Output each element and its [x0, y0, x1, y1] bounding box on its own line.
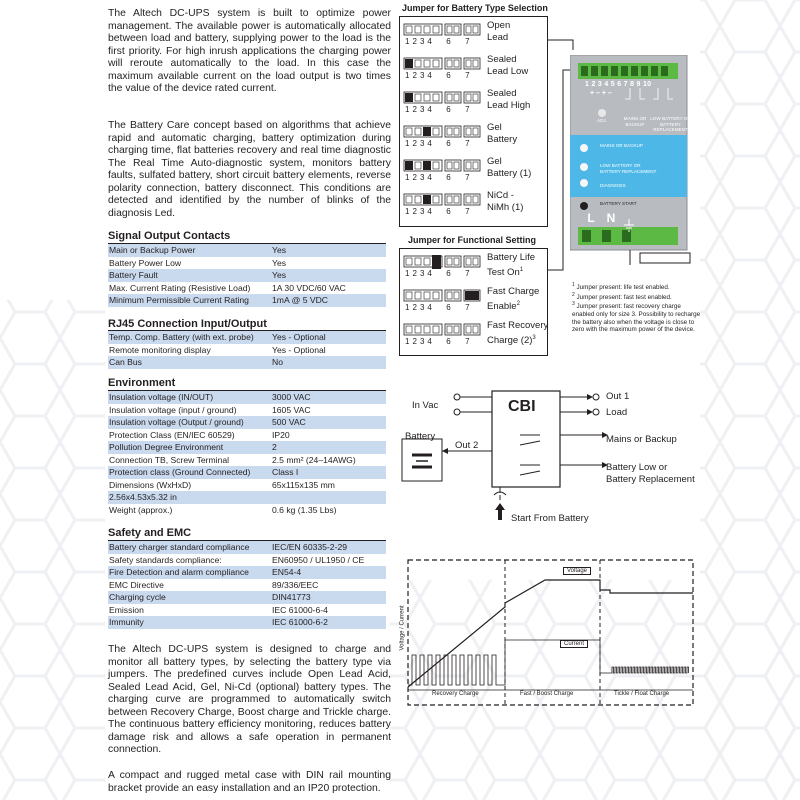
battery-care-paragraph: The Battery Care concept based on algorithms that achieve rapid and automatic charging, battery optimization during charging time, flat batteries recovery and real time diagnostic The Real Time Auto-diagnostic system, monitors battery faults, sulfated battery, short circuit battery elements, reverse polarity connection, battery disconnect. This conditions are detected and identified by the number of blinks of the diagnosis Led. — [108, 120, 391, 219]
rj45-table — [108, 331, 386, 369]
pins-1-4-label: 1 2 3 4 — [405, 105, 433, 114]
fast-charge-label: Fast / Boost Charge — [520, 691, 574, 697]
pins-1-4-label: 1 2 3 4 — [405, 173, 433, 182]
ground-icon — [622, 218, 636, 232]
spec-value: Yes - Optional — [272, 344, 326, 355]
spec-label: Pollution Degree Environment — [109, 442, 224, 452]
spec-label: Connection TB, Screw Terminal — [109, 454, 230, 465]
pin-7-label: 7 — [465, 207, 470, 216]
adj-label: ADJ. — [597, 118, 607, 123]
option-line2: Lead Low — [487, 66, 529, 77]
spec-row — [108, 466, 386, 479]
start-from-battery-label: Start From Battery — [511, 513, 589, 524]
jumper-pin-numbers — [405, 303, 470, 312]
option-line2: Lead — [487, 32, 509, 43]
note-item: $^3$ Jumper present: fast recovery charge enabled only for size 3. Possibility to recharge the battery also when the voltage is close to zero with the maximum power of the device. — [572, 301, 701, 334]
option-line2: Battery (1) — [487, 168, 532, 179]
spec-label: Weight (approx.) — [109, 504, 173, 515]
spec-value: EN54-4 — [272, 567, 302, 577]
led-mains-label: MAINS OR BACKUP — [600, 143, 643, 148]
pin-7-label: 7 — [465, 337, 470, 346]
pins-1-4-label: 1 2 3 4 — [405, 37, 433, 46]
mains-backup-label: MAINS OR BACKUP — [623, 116, 647, 127]
pin-6-label: 6 — [446, 71, 452, 80]
pin-6-label: 6 — [446, 139, 452, 148]
spec-row — [108, 331, 386, 344]
spec-value: 1605 VAC — [272, 404, 311, 415]
led-battery-start-label: BATTERY START — [600, 201, 637, 206]
spec-label: Battery Fault — [109, 270, 158, 280]
pins-1-4-label: 1 2 3 4 — [405, 337, 433, 346]
spec-value — [272, 491, 386, 504]
option-line1: Sealed — [487, 54, 517, 65]
spec-value: 89/336/EEC — [272, 579, 319, 590]
option-line1: NiCd - — [487, 190, 514, 201]
spec-label: Emission — [109, 604, 144, 615]
option-line1: Gel — [487, 122, 502, 133]
spec-row — [108, 579, 386, 592]
terminal-l-label: L — [587, 211, 595, 225]
load-label: Load — [606, 407, 628, 418]
spec-value: Yes - Optional — [272, 332, 326, 342]
option-line1: Battery Life — [487, 252, 536, 263]
pin-7-label: 7 — [465, 269, 470, 278]
jumper-battery-option — [487, 156, 531, 180]
option-line1: Gel — [487, 156, 502, 167]
spec-row — [108, 269, 386, 282]
spec-label: Protection Class (EN/IEC 60529) — [109, 429, 235, 440]
pin-6-label: 6 — [446, 105, 452, 114]
spec-row — [108, 566, 386, 579]
low-battery-label: LOW BATTERY OR BATTERY REPLACEMENT — [650, 116, 691, 132]
spec-label: EMC Directive — [109, 579, 164, 590]
mains-backup-output-label: Mains or Backup — [606, 434, 677, 445]
rj45-title: RJ45 Connection Input/Output — [108, 318, 267, 330]
terminal-n-label: N — [606, 211, 616, 225]
terminal-numbers: 1 2 3 4 5 6 7 8 9 10 — [585, 81, 652, 88]
spec-row — [108, 479, 386, 492]
spec-label: Immunity — [109, 617, 144, 627]
pin-7-label: 7 — [465, 139, 470, 148]
pin-6-label: 6 — [446, 303, 452, 312]
option-line1: Open — [487, 20, 511, 31]
voltage-label: Voltage — [563, 567, 591, 575]
pin-7-label: 7 — [465, 303, 470, 312]
spec-row — [108, 504, 386, 517]
jumper-battery-diagram — [399, 16, 548, 227]
option-line2: NiMh (1) — [487, 202, 524, 213]
spec-value: 500 VAC — [272, 417, 306, 427]
environment-title: Environment — [108, 377, 176, 389]
out1-label: Out 1 — [606, 391, 630, 402]
pins-1-4-label: 1 2 3 4 — [405, 139, 433, 148]
pin-7-label: 7 — [465, 173, 470, 182]
spec-label: Fire Detection and alarm compliance — [109, 567, 249, 577]
spec-value: 1A 30 VDC/60 VAC — [272, 282, 346, 293]
note-item: $^2$ Jumper present: fast test enabled. — [572, 291, 672, 301]
recovery-charge-label: Recovery Charge — [432, 691, 479, 697]
spec-label: Minimum Permissible Current Rating — [109, 295, 249, 305]
pin-6-label: 6 — [446, 37, 452, 46]
option-line2: Charge $(2)^3$ — [487, 335, 536, 347]
spec-value: IP20 — [272, 429, 290, 440]
spec-row — [108, 454, 386, 467]
spec-value: 2.5 mm² (24–14AWG) — [272, 454, 356, 465]
spec-value: DIN41773 — [272, 592, 311, 602]
spec-row — [108, 591, 386, 604]
spec-row — [108, 441, 386, 454]
pin-7-label: 7 — [465, 71, 470, 80]
spec-row — [108, 257, 386, 270]
jumper-pin-numbers — [405, 139, 470, 148]
jumper-pin-numbers — [405, 105, 470, 114]
spec-label: 2.56x4.53x5.32 in — [109, 492, 177, 502]
spec-row — [108, 541, 386, 554]
jumper-battery-title: Jumper for Battery Type Selection — [402, 3, 548, 13]
spec-value: Yes — [272, 270, 287, 280]
spec-value: Yes — [272, 257, 287, 268]
signal-output-title: Signal Output Contacts — [108, 230, 231, 242]
option-line1: Fast Recovery — [487, 320, 549, 331]
note-item: $^1$ Jumper present: life test enabled. — [572, 282, 670, 292]
jumper-pin-numbers — [405, 207, 470, 216]
spec-value: EN60950 / UL1950 / CE — [272, 554, 365, 565]
spec-label: Protection class (Ground Connected) — [109, 467, 251, 477]
pin-6-label: 6 — [446, 337, 452, 346]
spec-label: Insulation voltage (input / ground) — [109, 404, 237, 415]
jumper-func-option — [487, 252, 535, 279]
spec-value: Yes — [272, 245, 287, 255]
jumper-pin-numbers — [405, 337, 470, 346]
option-line1: Fast Charge — [487, 286, 540, 297]
safety-table — [108, 541, 386, 629]
spec-label: Safety standards compliance: — [109, 554, 222, 565]
spec-row — [108, 244, 386, 257]
spec-row — [108, 554, 386, 567]
battery-low-label: Battery Low or — [606, 462, 668, 473]
intro-paragraph: The Altech DC-UPS system is built to optimize power management. The available power is automatically allocated between load and battery, supplying power to the load is the first priority. For high inrush applications the charging power will reroute automatically to the load. In this case the maximum available current on the load output is two times the value of the device rated current. — [108, 8, 391, 94]
spec-value: 3000 VAC — [272, 392, 311, 402]
jumper-battery-option — [487, 190, 523, 214]
spec-row — [108, 616, 386, 629]
spec-label: Battery charger standard compliance — [109, 542, 250, 552]
current-label: Current — [560, 640, 588, 648]
battery-replacement-label: Battery Replacement — [606, 474, 695, 485]
jumper-battery-option — [487, 20, 510, 44]
spec-row — [108, 294, 386, 307]
option-line2: Test On$^1$ — [487, 267, 524, 279]
spec-value: 1mA @ 5 VDC — [272, 295, 329, 305]
spec-row — [108, 404, 386, 417]
spec-label: Max. Current Rating (Resistive Load) — [109, 282, 251, 293]
spec-label: Insulation voltage (Output / ground) — [109, 417, 244, 427]
spec-label: Can Bus — [109, 357, 142, 367]
jumper-battery-option — [487, 54, 528, 78]
spec-value: No — [272, 357, 283, 367]
spec-label: Dimensions (WxHxD) — [109, 479, 192, 490]
jumper-battery-option — [487, 88, 530, 112]
jumper-notes — [572, 282, 702, 334]
option-line1: Sealed — [487, 88, 517, 99]
graph-y-axis-label: Voltage / Current — [399, 605, 406, 651]
option-line2: Enable$^2$ — [487, 301, 520, 313]
environment-table — [108, 391, 386, 516]
spec-row — [108, 356, 386, 369]
led-diagnosis-label: DIAGNOSIS — [600, 183, 626, 188]
jumper-func-title: Jumper for Functional Setting — [408, 235, 537, 245]
safety-title: Safety and EMC — [108, 527, 192, 539]
pin-7-label: 7 — [465, 37, 470, 46]
spec-value: IEC 61000-6-2 — [272, 617, 328, 627]
trickle-charge-label: Tickle / Float Charge — [614, 691, 670, 697]
spec-label: Remote monitoring display — [109, 344, 211, 355]
option-line2: Lead High — [487, 100, 531, 111]
jumper-pin-numbers — [405, 269, 470, 278]
spec-value: 0.6 kg (1.35 Lbs) — [272, 504, 337, 515]
cbi-title: CBI — [508, 398, 536, 415]
jumper-pin-numbers — [405, 173, 470, 182]
battery-label: Battery — [405, 431, 436, 442]
jumper-pin-numbers — [405, 71, 470, 80]
pin-6-label: 6 — [446, 173, 452, 182]
jumper-battery-option — [487, 122, 517, 146]
spec-label: Insulation voltage (IN/OUT) — [109, 392, 214, 402]
spec-label: Temp. Comp. Battery (with ext. probe) — [109, 332, 254, 342]
spec-row — [108, 491, 386, 504]
terminal-signs: + – + – — [590, 90, 612, 97]
spec-value: Class I — [272, 467, 299, 477]
signal-output-table — [108, 244, 386, 307]
pins-1-4-label: 1 2 3 4 — [405, 303, 433, 312]
spec-row — [108, 344, 386, 357]
spec-row — [108, 282, 386, 295]
spec-value: 2 — [272, 442, 277, 452]
spec-label: Battery Power Low — [109, 257, 182, 268]
in-vac-label: In Vac — [412, 400, 439, 411]
pins-1-4-label: 1 2 3 4 — [405, 207, 433, 216]
jumper-pin-numbers — [405, 37, 470, 46]
led-low-battery-label: LOW BATTERY OR BATTERY REPLACEMENT — [600, 163, 657, 174]
case-paragraph: A compact and rugged metal case with DIN rail mounting bracket provide an easy installation and an IP20 protection. — [108, 770, 391, 794]
jumper-func-option — [487, 286, 539, 313]
spec-value: IEC 61000-6-4 — [272, 604, 328, 615]
pins-1-4-label: 1 2 3 4 — [405, 71, 433, 80]
pin-6-label: 6 — [446, 207, 452, 216]
pin-6-label: 6 — [446, 269, 452, 278]
out2-label: Out 2 — [455, 440, 479, 451]
spec-value: IEC/EN 60335-2-29 — [272, 542, 347, 552]
charge-paragraph: The Altech DC-UPS system is designed to charge and monitor all battery types, by selecting the battery type via jumpers. The predefined curves include Open Lead Acid, Sealed Lead Acid, Gel, Ni-Cd (optional) battery types. The charging curve are programmed to automatically switch between Recovery Charge, Boost charge and Trickle charge. The continuous battery efficiency monitoring, reduces battery damage risk and allows a safe operation in permanent connection. — [108, 644, 391, 755]
option-line2: Battery — [487, 134, 518, 145]
spec-row — [108, 604, 386, 617]
spec-label: Main or Backup Power — [109, 245, 196, 255]
spec-row — [108, 429, 386, 442]
spec-row — [108, 416, 386, 429]
jumper-func-option — [487, 320, 548, 347]
spec-label: Charging cycle — [109, 592, 166, 602]
spec-value: 65x115x135 mm — [272, 479, 335, 490]
pins-1-4-label: 1 2 3 4 — [405, 269, 433, 278]
pin-7-label: 7 — [465, 105, 470, 114]
spec-row — [108, 391, 386, 404]
